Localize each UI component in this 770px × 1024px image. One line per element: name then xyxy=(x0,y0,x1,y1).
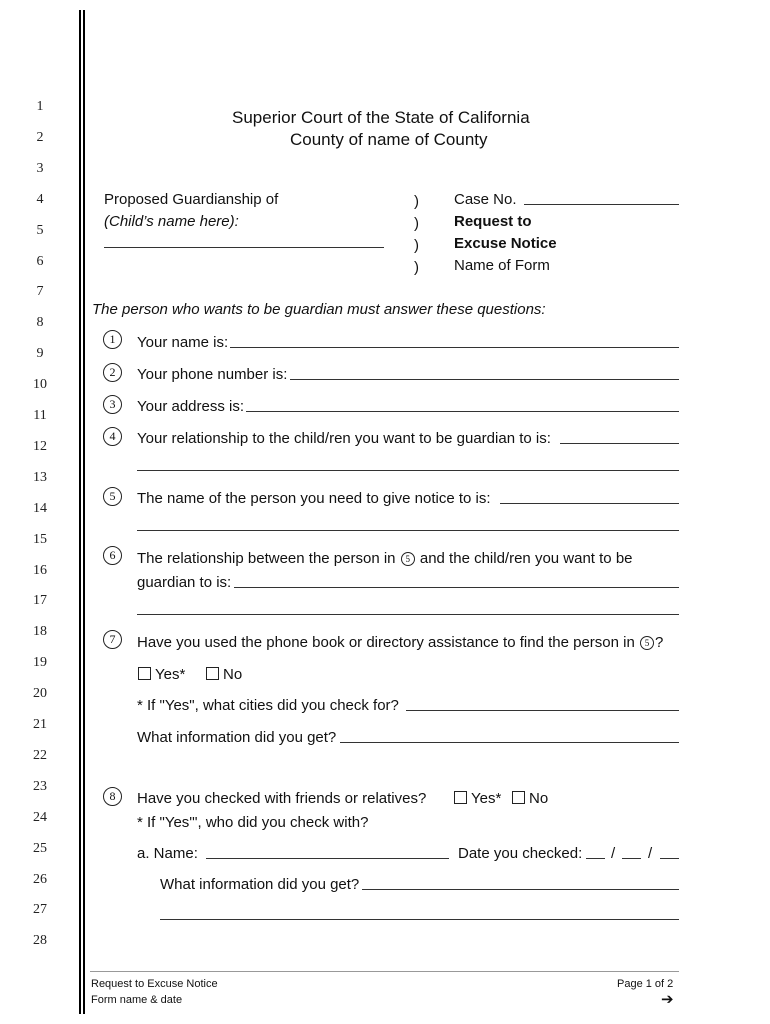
child-name-field[interactable] xyxy=(104,247,384,248)
q1-answer-field[interactable] xyxy=(230,347,679,348)
court-title: Superior Court of the State of California xyxy=(232,108,530,127)
line-number: 12 xyxy=(33,438,47,454)
question-number-5: 5 xyxy=(103,487,122,506)
line-number: 11 xyxy=(33,408,47,423)
line-number: 27 xyxy=(33,902,47,918)
q8-date-slash-2: / xyxy=(648,845,653,862)
case-no-field[interactable] xyxy=(524,204,679,205)
caption-paren-1: ) xyxy=(414,193,419,210)
line-number: 8 xyxy=(36,315,44,331)
footer-rule xyxy=(90,971,679,972)
margin-rule-double-right xyxy=(83,10,85,1014)
question-number-4: 4 xyxy=(103,427,122,446)
line-number: 4 xyxy=(36,191,44,207)
q1-label: Your name is: xyxy=(137,334,229,351)
child-name-label: (Child’s name here): xyxy=(104,213,239,230)
q8-date-year-field[interactable] xyxy=(660,858,679,859)
q8-no-label: No xyxy=(529,790,549,807)
q7-yes-label: Yes* xyxy=(155,666,186,683)
case-no-label: Case No. xyxy=(454,191,517,208)
line-number: 1 xyxy=(36,99,44,114)
q5-label: The name of the person you need to give notice to is: xyxy=(137,490,491,507)
footer-form-title: Request to Excuse Notice xyxy=(91,978,218,990)
line-number: 24 xyxy=(33,809,47,825)
question-number-2: 2 xyxy=(103,363,122,382)
line-number: 26 xyxy=(33,871,47,887)
next-page-arrow-icon[interactable]: ➔ xyxy=(661,990,674,1008)
q8-yes-checkbox[interactable] xyxy=(454,791,467,804)
q2-answer-field[interactable] xyxy=(290,379,679,380)
q2-label: Your phone number is: xyxy=(137,366,288,383)
q8-yes-option[interactable] xyxy=(454,790,501,807)
q8-date-slash-1: / xyxy=(611,845,616,862)
q6-label-line-2: guardian to is: xyxy=(137,574,232,591)
line-number: 28 xyxy=(33,933,47,949)
q7-cities-label: * If "Yes", what cities did you check for? xyxy=(137,697,399,714)
line-number: 5 xyxy=(36,222,44,238)
q6-answer-field-line-2[interactable] xyxy=(137,614,679,615)
question-number-6: 6 xyxy=(103,546,122,565)
q7-info-label: What information did you get? xyxy=(137,729,337,746)
line-number: 25 xyxy=(33,840,47,856)
q8-info-label: What information did you get? xyxy=(160,876,360,893)
margin-rule-double-left xyxy=(79,10,81,1014)
q8-no-checkbox[interactable] xyxy=(512,791,525,804)
line-number: 18 xyxy=(33,624,47,640)
q8-date-checked-label: Date you checked: xyxy=(458,845,583,862)
question-number-3: 3 xyxy=(103,395,122,414)
q8-a-name-field[interactable] xyxy=(206,858,449,859)
caption-paren-4: ) xyxy=(414,259,419,276)
county-prefix: County of xyxy=(290,130,363,149)
q6-label-part-b: and the child/ren you want to be xyxy=(419,550,633,567)
q7-label xyxy=(137,634,663,651)
q7-no-checkbox[interactable] xyxy=(206,667,219,680)
line-number: 6 xyxy=(36,253,44,269)
q7-no-option[interactable] xyxy=(206,666,242,683)
q8-a-name-label: a. Name: xyxy=(137,845,198,862)
q7-info-field[interactable] xyxy=(340,742,679,743)
line-number: 21 xyxy=(33,717,47,732)
q6-answer-field[interactable] xyxy=(234,587,679,588)
proposed-guardianship-label: Proposed Guardianship of xyxy=(104,191,279,208)
excuse-notice-label: Excuse Notice xyxy=(454,235,557,252)
line-number: 3 xyxy=(36,160,44,176)
q8-date-day-field[interactable] xyxy=(622,858,641,859)
q7-question-mark: ? xyxy=(654,634,664,651)
q6-reference-5: 5 xyxy=(401,552,415,566)
q8-who-label: * If "Yes'", who did you check with? xyxy=(137,814,369,831)
line-number: 10 xyxy=(33,377,47,393)
q8-no-option[interactable] xyxy=(512,790,548,807)
question-number-7: 7 xyxy=(103,630,122,649)
q7-yes-option[interactable] xyxy=(138,666,185,683)
line-number: 9 xyxy=(36,346,44,362)
line-number: 14 xyxy=(33,500,47,516)
q8-yes-label: Yes* xyxy=(471,790,502,807)
line-number: 2 xyxy=(36,129,44,145)
caption-paren-3: ) xyxy=(414,237,419,254)
q5-answer-field-line-2[interactable] xyxy=(137,530,679,531)
question-number-8: 8 xyxy=(103,787,122,806)
q8-info-field[interactable] xyxy=(362,889,679,890)
line-number: 16 xyxy=(33,562,47,578)
q8-date-month-field[interactable] xyxy=(586,858,605,859)
q8-info-field-line-2[interactable] xyxy=(160,919,679,920)
request-to-label: Request to xyxy=(454,213,532,230)
q6-label-line-1 xyxy=(137,550,633,567)
intro-text: The person who wants to be guardian must answer these questions: xyxy=(92,301,546,318)
q7-yes-checkbox[interactable] xyxy=(138,667,151,680)
line-number: 19 xyxy=(33,655,47,671)
q3-answer-field[interactable] xyxy=(246,411,679,412)
county-name: name of County xyxy=(367,130,488,149)
county-line xyxy=(290,130,488,150)
line-number: 15 xyxy=(33,531,47,547)
line-number: 23 xyxy=(33,778,47,794)
name-of-form-label: Name of Form xyxy=(454,257,550,274)
q4-answer-field-line-2[interactable] xyxy=(137,470,679,471)
q8-label: Have you checked with friends or relatives? xyxy=(137,790,427,807)
line-number: 22 xyxy=(33,747,47,763)
q3-label: Your address is: xyxy=(137,398,245,415)
q4-label: Your relationship to the child/ren you want to be guardian to is: xyxy=(137,430,551,447)
q7-label-text: Have you used the phone book or directory assistance to find the person in xyxy=(137,634,635,651)
line-number: 17 xyxy=(33,593,47,609)
q5-answer-field[interactable] xyxy=(500,503,679,504)
q7-no-label: No xyxy=(223,666,243,683)
line-number: 20 xyxy=(33,686,47,702)
footer-page-number: Page 1 of 2 xyxy=(617,978,674,990)
line-number: 13 xyxy=(33,469,47,485)
q7-cities-field[interactable] xyxy=(406,710,679,711)
question-number-1: 1 xyxy=(103,330,122,349)
q4-answer-field[interactable] xyxy=(560,443,679,444)
caption-paren-2: ) xyxy=(414,215,419,232)
q7-reference-5: 5 xyxy=(640,636,654,650)
q6-label-part-a: The relationship between the person in xyxy=(137,550,396,567)
footer-form-name-date: Form name & date xyxy=(91,994,183,1006)
line-number: 7 xyxy=(36,284,44,300)
